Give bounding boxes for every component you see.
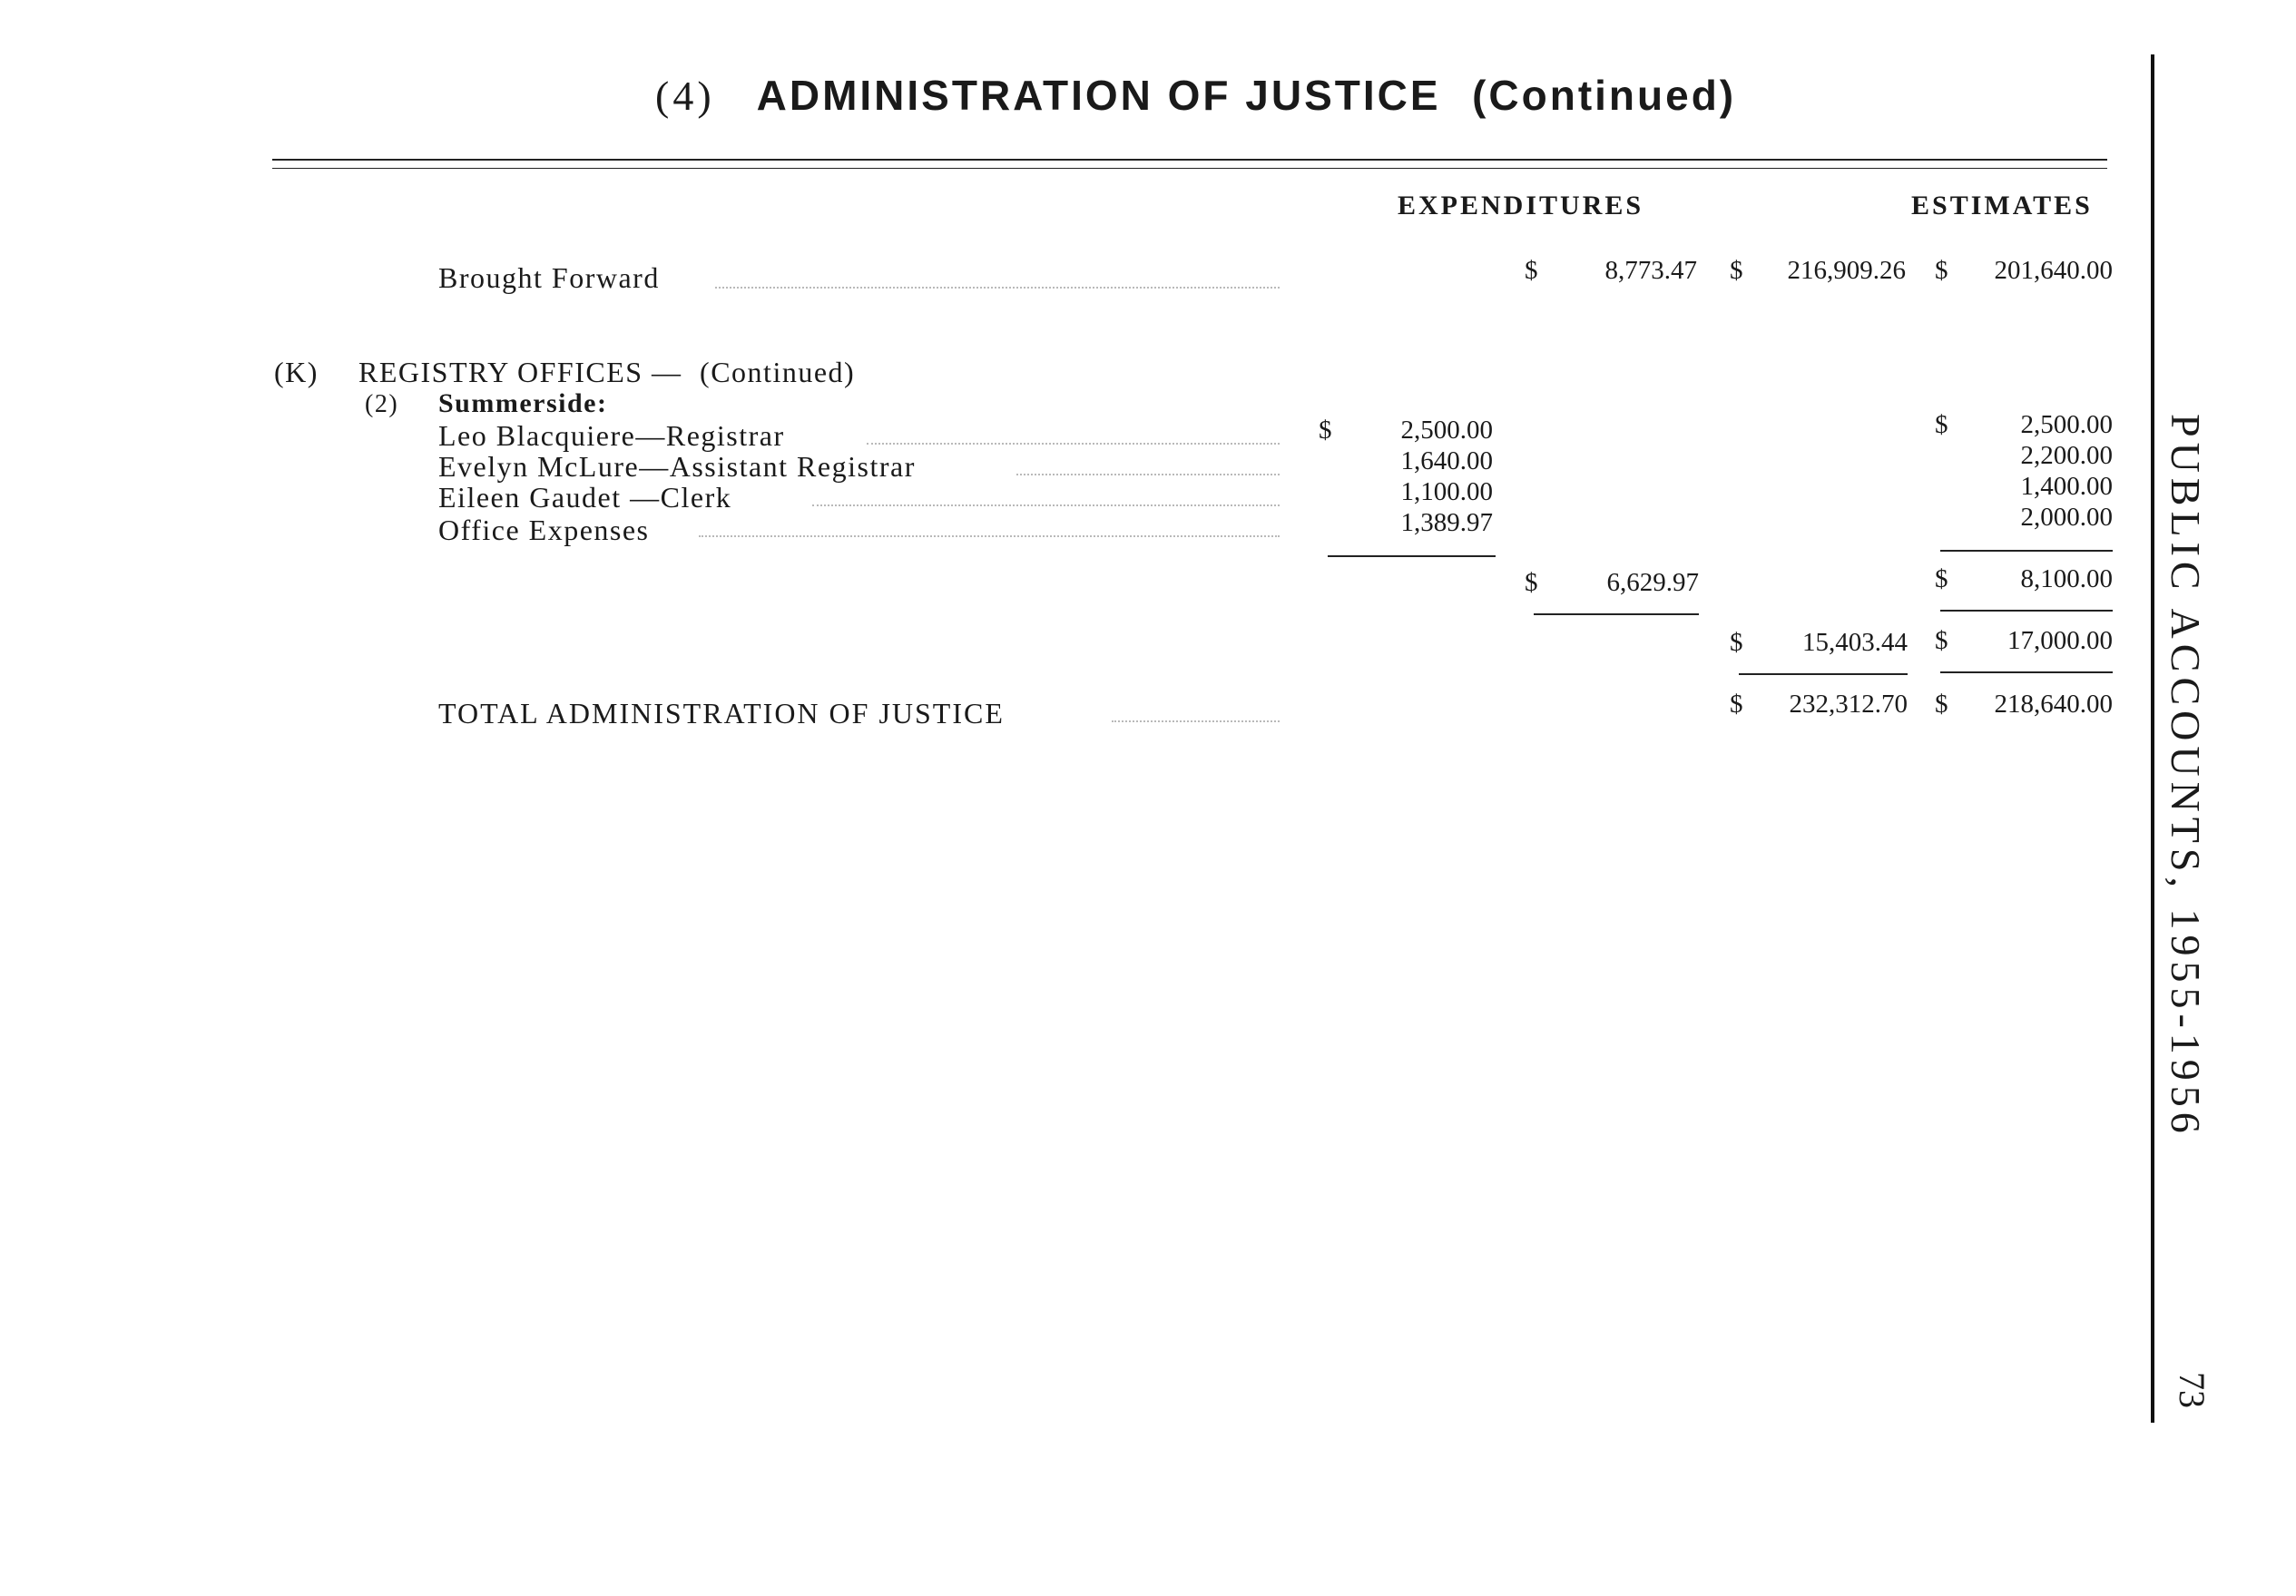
- brought-forward-col2: 8,773.47: [1604, 256, 1697, 285]
- title-continued: (Continued): [1472, 72, 1737, 119]
- dollar-sign: $: [1730, 256, 1743, 285]
- running-header: PUBLIC ACCOUNTS, 1955-1956: [2163, 414, 2209, 1139]
- item-label: Office Expenses: [438, 514, 650, 546]
- dollar-sign: $: [1319, 416, 1332, 445]
- section-heading: [358, 356, 855, 389]
- brought-forward-label: Brought Forward: [438, 261, 660, 294]
- dollar-sign: $: [1935, 410, 1948, 439]
- leader-dots: [715, 287, 1280, 289]
- item-label: Eileen Gaudet —Clerk: [438, 481, 732, 514]
- grand-total-rule: [1739, 673, 1908, 675]
- grand-total-estimate: 218,640.00: [1994, 690, 2113, 719]
- dollar-sign: $: [1935, 256, 1948, 285]
- brought-forward-col3: 216,909.26: [1787, 256, 1906, 285]
- brought-forward-estimate: 201,640.00: [1994, 256, 2113, 285]
- dollar-sign: $: [1730, 690, 1743, 719]
- item-amount: 1,100.00: [1400, 477, 1493, 506]
- subtotal-rule: [1328, 555, 1496, 557]
- margin-rule: [2151, 54, 2154, 1423]
- page-number: 73: [2172, 1372, 2213, 1408]
- item-estimate: 2,500.00: [2020, 410, 2113, 439]
- section-number: (4): [655, 73, 715, 119]
- total-rule: [1534, 613, 1699, 615]
- item-label: Evelyn McLure—Assistant Registrar: [438, 450, 916, 483]
- item-estimate: 2,200.00: [2020, 441, 2113, 470]
- section-heading-continued: (Continued): [700, 356, 856, 388]
- item-amount: 1,640.00: [1400, 446, 1493, 475]
- heading-rule-bottom: [272, 168, 2107, 169]
- grand-total-rule: [1940, 671, 2113, 673]
- grand-total-amount: 232,312.70: [1789, 690, 1908, 719]
- item-estimate: 1,400.00: [2020, 472, 2113, 501]
- section-title: ADMINISTRATION OF JUSTICE: [756, 72, 1441, 119]
- subtotal-rule: [1940, 550, 2113, 552]
- subtotal-amount: 6,629.97: [1606, 568, 1699, 597]
- grand-total-label: TOTAL ADMINISTRATION OF JUSTICE: [438, 697, 1005, 729]
- subsection-title: Summerside:: [438, 388, 608, 418]
- subtotal-estimate: 8,100.00: [2020, 564, 2113, 593]
- item-label: Leo Blacquiere—Registrar: [438, 419, 785, 452]
- heading-rule-top: [272, 159, 2107, 161]
- item-estimate: 2,000.00: [2020, 503, 2113, 532]
- leader-dots: [812, 504, 1280, 506]
- leader-dots: [699, 535, 1280, 537]
- leader-dots: [867, 443, 1280, 445]
- leader-dots: [1016, 474, 1280, 475]
- leader-dots: [1112, 720, 1280, 722]
- dollar-sign: $: [1525, 256, 1538, 285]
- item-amount: 1,389.97: [1400, 508, 1493, 537]
- dollar-sign: $: [1935, 626, 1948, 655]
- page-title: [655, 71, 1736, 120]
- dollar-sign: $: [1935, 690, 1948, 719]
- section-heading-title: REGISTRY OFFICES —: [358, 356, 682, 388]
- section-total-amount: 15,403.44: [1802, 628, 1908, 657]
- estimates-header: ESTIMATES: [1911, 191, 2093, 220]
- dollar-sign: $: [1525, 568, 1538, 597]
- item-amount: 2,500.00: [1400, 416, 1493, 445]
- dollar-sign: $: [1935, 564, 1948, 593]
- total-rule: [1940, 610, 2113, 612]
- section-total-estimate: 17,000.00: [2007, 626, 2113, 655]
- dollar-sign: $: [1730, 628, 1743, 657]
- subsection-code: (2): [365, 390, 399, 418]
- expenditures-header: EXPENDITURES: [1398, 191, 1644, 220]
- section-code: (K): [274, 356, 319, 388]
